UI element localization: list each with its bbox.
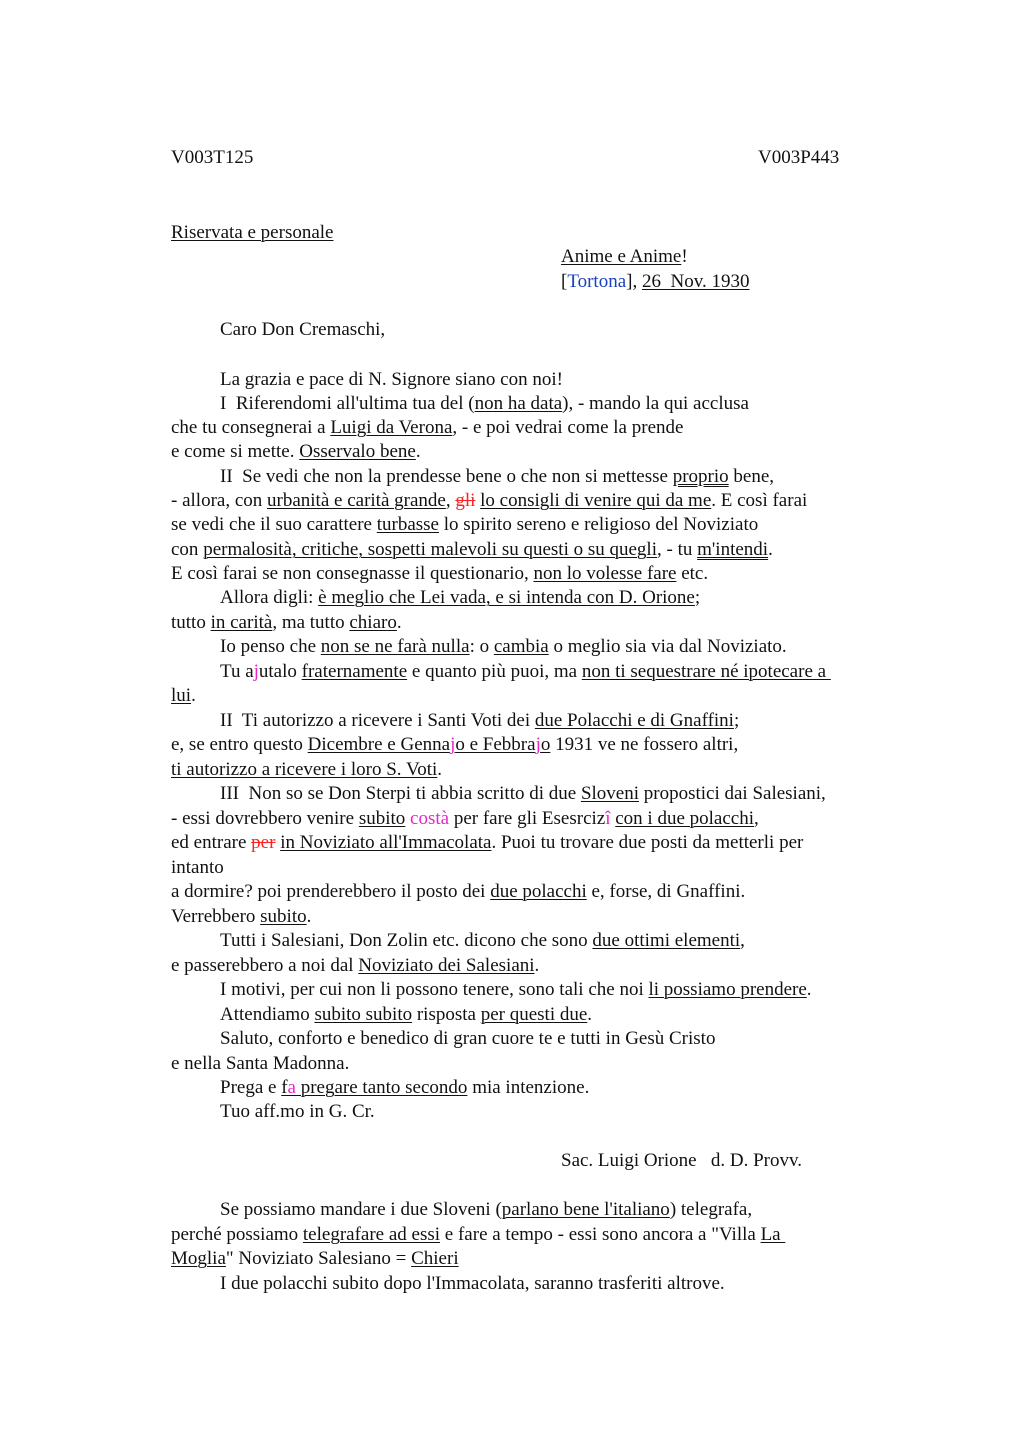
paragraph-line: - allora, con urbanità e carità grande, gli lo consigli di venire qui da me. E così farai [171,490,808,511]
closing-line: Saluto, conforto e benedico di gran cuore te e tutti in Gesù Cristo [220,1028,716,1049]
paragraph-line: e, se entro questo Dicembre e Gennajo e Febbrajo 1931 ve ne fossero altri, [171,734,739,755]
paragraph-line: tutto in carità, ma tutto chiaro. [171,612,402,633]
paragraph-line: con permalosità, critiche, sospetti malevoli su questi o su quegli, - tu m'intendi. [171,539,773,560]
motto: Anime e Anime! [561,246,688,267]
postscript-line: I due polacchi subito dopo l'Immacolata, saranno trasferiti altrove. [220,1273,725,1294]
paragraph-line: Io penso che non se ne farà nulla: o cambia o meglio sia via dal Noviziato. [220,636,787,657]
closing-line: e nella Santa Madonna. [171,1053,350,1074]
paragraph-line: - essi dovrebbero venire subito costà per fare gli Esesrcizî con i due polacchi, [171,808,759,829]
document-code-right: V003P443 [758,147,840,168]
postscript-line: Se possiamo mandare i due Sloveni (parlano bene l'italiano) telegrafa, [220,1199,753,1220]
postscript-line: perché possiamo telegrafare ad essi e fare a tempo - essi sono ancora a "Villa La [171,1224,786,1245]
deleted-word: per [251,832,276,853]
closing-line: Tuo aff.mo in G. Cr. [220,1101,375,1122]
paragraph-line: intanto [171,857,224,878]
greeting: La grazia e pace di N. Signore siano con noi! [220,369,563,390]
paragraph-line: Verrebbero subito. [171,906,312,927]
letter-date: 26 Nov. 1930 [641,271,750,292]
reserved-note: Riservata e personale [171,222,334,243]
paragraph-line: II Se vedi che non la prendesse bene o che non si mettesse proprio bene, [220,466,775,487]
paragraph-line: Tu ajutalo fraternamente e quanto più puoi, ma non ti sequestrare né ipotecare a [220,661,831,682]
paragraph-line: ed entrare per in Noviziato all'Immacolata. Puoi tu trovare due posti da metterli per [171,832,804,853]
place-name: Tortona [567,271,627,292]
paragraph-line: Tutti i Salesiani, Don Zolin etc. dicono che sono due ottimi elementi, [220,930,745,951]
paragraph-line: se vedi che il suo carattere turbasse lo spirito sereno e religioso del Noviziato [171,514,759,535]
paragraph-line: II Ti autorizzo a ricevere i Santi Voti dei due Polacchi e di Gnaffini; [220,710,740,731]
paragraph-line: E così farai se non consegnasse il questionario, non lo volesse fare etc. [171,563,709,584]
paragraph-line: e passerebbero a noi dal Noviziato dei Salesiani. [171,955,540,976]
document-code-left: V003T125 [171,147,254,168]
paragraph-line: I motivi, per cui non li possono tenere, sono tali che noi li possiamo prendere. [220,979,812,1000]
signature: Sac. Luigi Orione d. D. Provv. [561,1150,802,1171]
place-date: [Tortona], 26 Nov. 1930 [561,271,750,292]
paragraph-line: I Riferendomi all'ultima tua del (non ha data), - mando la qui acclusa [220,393,749,414]
closing-line: Prega e fa pregare tanto secondo mia intenzione. [220,1077,590,1098]
postscript-line: Moglia" Noviziato Salesiano = Chieri [171,1248,459,1269]
salutation: Caro Don Cremaschi, [220,319,386,340]
paragraph-line: ti autorizzo a ricevere i loro S. Voti. [171,759,443,780]
paragraph-line: a dormire? poi prenderebbero il posto dei due polacchi e, forse, di Gnaffini. [171,881,746,902]
paragraph-line: e come si mette. Osservalo bene. [171,441,421,462]
deleted-word: gli [455,490,476,511]
paragraph-line: Attendiamo subito subito risposta per questi due. [220,1004,593,1025]
paragraph-line: III Non so se Don Sterpi ti abbia scritto di due Sloveni propostici dai Salesiani, [220,783,826,804]
paragraph-line: che tu consegnerai a Luigi da Verona, - e poi vedrai come la prende [171,417,684,438]
paragraph-line: Allora digli: è meglio che Lei vada, e si intenda con D. Orione; [220,587,701,608]
paragraph-line: lui. [171,685,196,706]
